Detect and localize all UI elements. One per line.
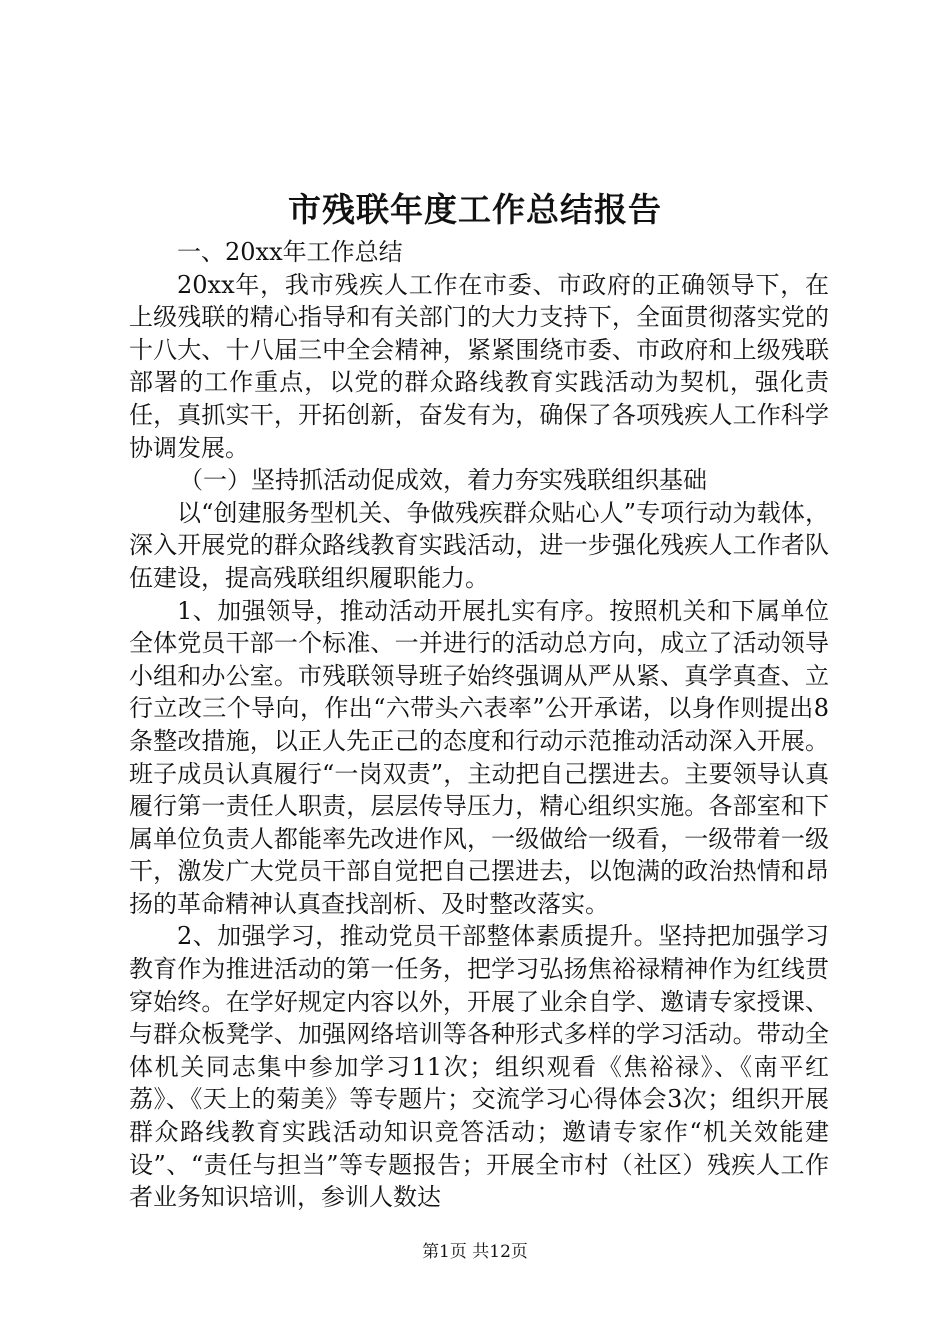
- document-body: [129, 236, 829, 1214]
- item-paragraph-1: 1、加强领导，推动活动开展扎实有序。按照机关和下属单位全体党员干部一个标准、一并进行的活动总方向，成立了活动领导小组和办公室。市残联领导班子始终强调从严从紧、真学真查、立行立改三个导向，作出“六带头六表率”公开承诺，以身作则提出8条整改措施，以正人先正己的态度和行动示范推动活动深入开展。班子成员认真履行“一岗双责”，主动把自己摆进去。主要领导认真履行第一责任人职责，层层传导压力，精心组织实施。各部室和下属单位负责人都能率先改进作风，一级做给一级看，一级带着一级干，激发广大党员干部自觉把自己摆进去，以饱满的政治热情和昂扬的革命精神认真查找剖析、及时整改落实。: [129, 596, 829, 918]
- item-paragraph-2: 2、加强学习，推动党员干部整体素质提升。坚持把加强学习教育作为推进活动的第一任务，把学习弘扬焦裕禄精神作为红线贯穿始终。在学好规定内容以外，开展了业余自学、邀请专家授课、与群众板凳学、加强网络培训等各种形式多样的学习活动。带动全体机关同志集中参加学习11次；组织观看《焦裕禄》、《南平红荔》、《天上的菊美》等专题片；交流学习心得体会3次；组织开展群众路线教育实践活动知识竞答活动；邀请专家作“机关效能建设”、“责任与担当”等专题报告；开展全市村（社区）残疾人工作者业务知识培训，参训人数达: [129, 922, 829, 1212]
- subsection-paragraph: 以“创建服务型机关、争做残疾群众贴心人”专项行动为载体，深入开展党的群众路线教育实践活动，进一步强化残疾人工作者队伍建设，提高残联组织履职能力。: [129, 498, 829, 592]
- section-heading: 一、20xx年工作总结: [177, 238, 403, 266]
- document-title: 市残联年度工作总结报告: [288, 190, 662, 229]
- page-footer: 第1页 共12页: [422, 1242, 528, 1262]
- intro-paragraph: 20xx年，我市残疾人工作在市委、市政府的正确领导下，在上级残联的精心指导和有关部门的大力支持下，全面贯彻落实党的十八大、十八届三中全会精神，紧紧围绕市委、市政府和上级残联部署的工作重点，以党的群众路线教育实践活动为契机，强化责任，真抓实干，开拓创新，奋发有为，确保了各项残疾人工作科学协调发展。: [129, 270, 829, 462]
- subsection-heading: （一）坚持抓活动促成效，着力夯实残联组织基础: [179, 466, 707, 495]
